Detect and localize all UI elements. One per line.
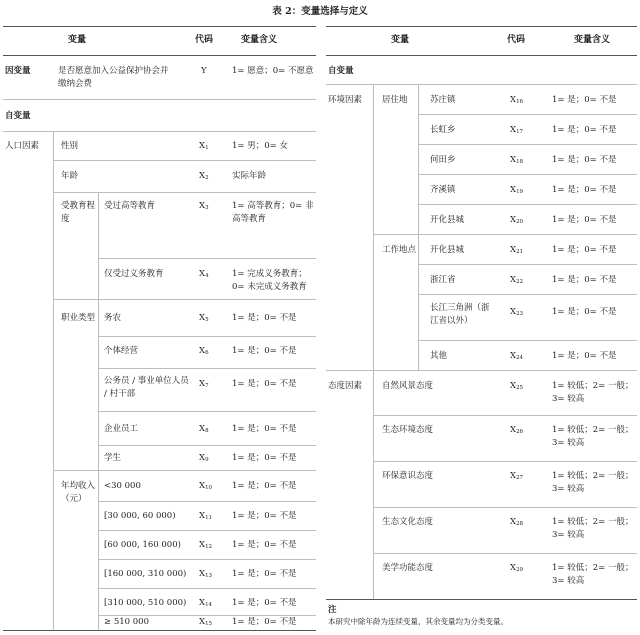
age-code: $X_2$ bbox=[199, 171, 209, 181]
header-meaning: 变量含义 bbox=[574, 35, 611, 45]
occupation-meaning: 1= 是；0= 不是 bbox=[232, 379, 297, 389]
residence-meaning: 1= 是；0= 不是 bbox=[552, 125, 617, 135]
gender-code: $X_1$ bbox=[199, 141, 209, 151]
subgroup-divider bbox=[98, 192, 99, 299]
residence-name: 齐溪镇 bbox=[430, 185, 456, 195]
subgroup-divider bbox=[418, 84, 419, 370]
row-rule bbox=[373, 415, 637, 416]
occupation-name: 企业员工 bbox=[104, 424, 139, 434]
attitude-meaning: 1= 较低；2= 一般；3= 较高 bbox=[552, 471, 634, 495]
header-code: 代码 bbox=[507, 35, 526, 45]
age-meaning: 实际年龄 bbox=[232, 171, 267, 181]
age-name: 年龄 bbox=[61, 171, 79, 181]
income-name: <30 000 bbox=[104, 481, 141, 491]
workplace-name: 浙江省 bbox=[430, 275, 456, 285]
income-name: ≥ 510 000 bbox=[104, 617, 149, 627]
income-code: $X_{13}$ bbox=[199, 569, 213, 579]
header-variable: 变量 bbox=[391, 35, 410, 45]
row-rule bbox=[98, 411, 316, 412]
dependent-variable-code: Y bbox=[201, 66, 207, 76]
attitude-name: 生态文化态度 bbox=[382, 517, 434, 527]
income-group-label: 年均收入（元） bbox=[61, 481, 96, 505]
attitude-code: $X_{26}$ bbox=[510, 425, 524, 435]
row-rule bbox=[98, 445, 316, 446]
attitude-meaning: 1= 较低；2= 一般；3= 较高 bbox=[552, 517, 634, 541]
gender-meaning: 1= 男；0= 女 bbox=[232, 141, 288, 151]
residence-meaning: 1= 是；0= 不是 bbox=[552, 95, 617, 105]
group-divider bbox=[53, 131, 54, 631]
residence-meaning: 1= 是；0= 不是 bbox=[552, 215, 617, 225]
income-meaning: 1= 是；0= 不是 bbox=[232, 598, 297, 608]
header-meaning: 变量含义 bbox=[241, 35, 278, 45]
environment-group-label: 环境因素 bbox=[328, 95, 363, 105]
note-text: 本研究中除年龄为连续变量，其余变量均为分类变量。 bbox=[328, 617, 508, 626]
residence-meaning: 1= 是；0= 不是 bbox=[552, 185, 617, 195]
income-meaning: 1= 是；0= 不是 bbox=[232, 569, 297, 579]
dependent-variable-name: 是否愿意加入公益保护协会并缴纳会费 bbox=[58, 66, 169, 90]
independent-section-label: 自变量 bbox=[5, 111, 31, 121]
income-meaning: 1= 是；0= 不是 bbox=[232, 540, 297, 550]
attitude-meaning: 1= 较低；2= 一般；3= 较高 bbox=[552, 381, 634, 405]
header-code: 代码 bbox=[195, 35, 214, 45]
residence-code: $X_{18}$ bbox=[510, 155, 524, 165]
workplace-meaning: 1= 是；0= 不是 bbox=[552, 307, 617, 317]
dependent-variable-meaning: 1= 愿意；0= 不愿意 bbox=[232, 66, 314, 76]
occupation-name: 公务员 / 事业单位人员 / 村干部 bbox=[104, 376, 189, 400]
residence-code: $X_{17}$ bbox=[510, 125, 524, 135]
note-title: 注 bbox=[328, 605, 337, 615]
workplace-name: 开化县城 bbox=[430, 245, 465, 255]
income-code: $X_{10}$ bbox=[199, 481, 213, 491]
attitude-name: 生态环境态度 bbox=[382, 425, 434, 435]
occupation-meaning: 1= 是；0= 不是 bbox=[232, 313, 297, 323]
workplace-code: $X_{23}$ bbox=[510, 307, 524, 317]
occupation-name: 个体经营 bbox=[104, 346, 139, 356]
income-code: $X_{15}$ bbox=[199, 617, 213, 627]
bottom-rule bbox=[326, 599, 637, 600]
residence-name: 何田乡 bbox=[430, 155, 456, 165]
occupation-code: $X_9$ bbox=[199, 453, 209, 463]
workplace-meaning: 1= 是；0= 不是 bbox=[552, 275, 617, 285]
compulsory-edu-code: $X_4$ bbox=[199, 269, 209, 279]
attitude-code: $X_{27}$ bbox=[510, 471, 524, 481]
higher-edu-name: 受过高等教育 bbox=[104, 201, 156, 211]
income-meaning: 1= 是；0= 不是 bbox=[232, 481, 297, 491]
occupation-meaning: 1= 是；0= 不是 bbox=[232, 346, 297, 356]
header-rule bbox=[326, 55, 637, 56]
row-rule bbox=[418, 264, 637, 265]
income-name: [30 000, 60 000) bbox=[104, 511, 176, 521]
row-rule bbox=[373, 461, 637, 462]
workplace-name: 长江三角洲（浙江省以外） bbox=[430, 303, 490, 327]
row-rule bbox=[98, 530, 316, 531]
row-rule bbox=[418, 174, 637, 175]
gender-name: 性别 bbox=[61, 141, 79, 151]
row-rule bbox=[98, 336, 316, 337]
attitude-name: 美学功能态度 bbox=[382, 563, 434, 573]
workplace-code: $X_{24}$ bbox=[510, 351, 524, 361]
top-rule bbox=[326, 26, 637, 27]
row-rule bbox=[53, 299, 316, 300]
row-rule bbox=[373, 507, 637, 508]
row-rule bbox=[3, 99, 316, 100]
residence-name: 开化县城 bbox=[430, 215, 465, 225]
table-title: 表 2：变量选择与定义 bbox=[272, 6, 368, 17]
left-table bbox=[3, 26, 316, 631]
income-name: [160 000, 310 000) bbox=[104, 569, 187, 579]
occupation-code: $X_8$ bbox=[199, 424, 209, 434]
income-meaning: 1= 是；0= 不是 bbox=[232, 511, 297, 521]
residence-code: $X_{19}$ bbox=[510, 185, 524, 195]
demographic-group-label: 人口因素 bbox=[5, 141, 40, 151]
occupation-code: $X_7$ bbox=[199, 379, 209, 389]
top-rule bbox=[3, 26, 316, 27]
attitude-name: 自然风景态度 bbox=[382, 381, 434, 391]
row-rule bbox=[98, 501, 316, 502]
row-rule bbox=[418, 340, 637, 341]
group-divider bbox=[373, 84, 374, 370]
row-rule bbox=[53, 470, 316, 471]
residence-code: $X_{16}$ bbox=[510, 95, 524, 105]
row-rule bbox=[373, 553, 637, 554]
education-group-label: 受教育程度 bbox=[61, 201, 96, 225]
attitude-name: 环保意识态度 bbox=[382, 471, 434, 481]
bottom-rule bbox=[3, 630, 316, 631]
row-rule bbox=[53, 192, 316, 193]
compulsory-edu-meaning: 1= 完成义务教育；0= 未完成义务教育 bbox=[232, 269, 307, 293]
row-rule bbox=[98, 368, 316, 369]
income-code: $X_{14}$ bbox=[199, 598, 213, 608]
workplace-group-label: 工作地点 bbox=[382, 245, 417, 255]
right-table bbox=[326, 26, 637, 631]
occupation-code: $X_6$ bbox=[199, 346, 209, 356]
row-rule bbox=[418, 204, 637, 205]
header-rule bbox=[3, 55, 316, 56]
row-rule bbox=[418, 294, 637, 295]
independent-section-label: 自变量 bbox=[328, 66, 354, 76]
workplace-name: 其他 bbox=[430, 351, 448, 361]
attitude-group-label: 态度因素 bbox=[328, 381, 363, 391]
occupation-name: 学生 bbox=[104, 453, 122, 463]
compulsory-edu-name: 仅受过义务教育 bbox=[104, 269, 164, 279]
workplace-meaning: 1= 是；0= 不是 bbox=[552, 245, 617, 255]
attitude-code: $X_{28}$ bbox=[510, 517, 524, 527]
higher-edu-meaning: 1= 高等教育；0= 非高等教育 bbox=[232, 201, 314, 225]
row-rule bbox=[98, 258, 316, 259]
workplace-code: $X_{22}$ bbox=[510, 275, 524, 285]
attitude-meaning: 1= 较低；2= 一般；3= 较高 bbox=[552, 425, 634, 449]
row-rule bbox=[3, 131, 316, 132]
subgroup-divider bbox=[98, 470, 99, 631]
residence-code: $X_{20}$ bbox=[510, 215, 524, 225]
row-rule bbox=[418, 114, 637, 115]
higher-edu-code: $X_3$ bbox=[199, 201, 209, 211]
income-code: $X_{11}$ bbox=[199, 511, 213, 521]
row-rule bbox=[418, 144, 637, 145]
header-variable: 变量 bbox=[68, 35, 87, 45]
row-rule bbox=[53, 160, 316, 161]
row-rule bbox=[98, 559, 316, 560]
dependent-section-label: 因变量 bbox=[5, 66, 31, 76]
occupation-meaning: 1= 是；0= 不是 bbox=[232, 424, 297, 434]
attitude-code: $X_{25}$ bbox=[510, 381, 524, 391]
residence-meaning: 1= 是；0= 不是 bbox=[552, 155, 617, 165]
row-rule bbox=[98, 588, 316, 589]
attitude-meaning: 1= 较低；2= 一般；3= 较高 bbox=[552, 563, 634, 587]
occupation-name: 务农 bbox=[104, 313, 122, 323]
residence-name: 苏庄镇 bbox=[430, 95, 456, 105]
residence-name: 长虹乡 bbox=[430, 125, 456, 135]
workplace-code: $X_{21}$ bbox=[510, 245, 524, 255]
occupation-group-label: 职业类型 bbox=[61, 313, 96, 323]
row-rule bbox=[373, 234, 637, 235]
attitude-code: $X_{29}$ bbox=[510, 563, 524, 573]
workplace-meaning: 1= 是；0= 不是 bbox=[552, 351, 617, 361]
group-divider bbox=[373, 370, 374, 599]
occupation-meaning: 1= 是；0= 不是 bbox=[232, 453, 297, 463]
occupation-code: $X_5$ bbox=[199, 313, 209, 323]
income-name: [310 000, 510 000) bbox=[104, 598, 187, 608]
residence-group-label: 居住地 bbox=[382, 95, 408, 105]
income-meaning: 1= 是；0= 不是 bbox=[232, 617, 297, 627]
income-code: $X_{12}$ bbox=[199, 540, 213, 550]
income-name: [60 000, 160 000) bbox=[104, 540, 181, 550]
